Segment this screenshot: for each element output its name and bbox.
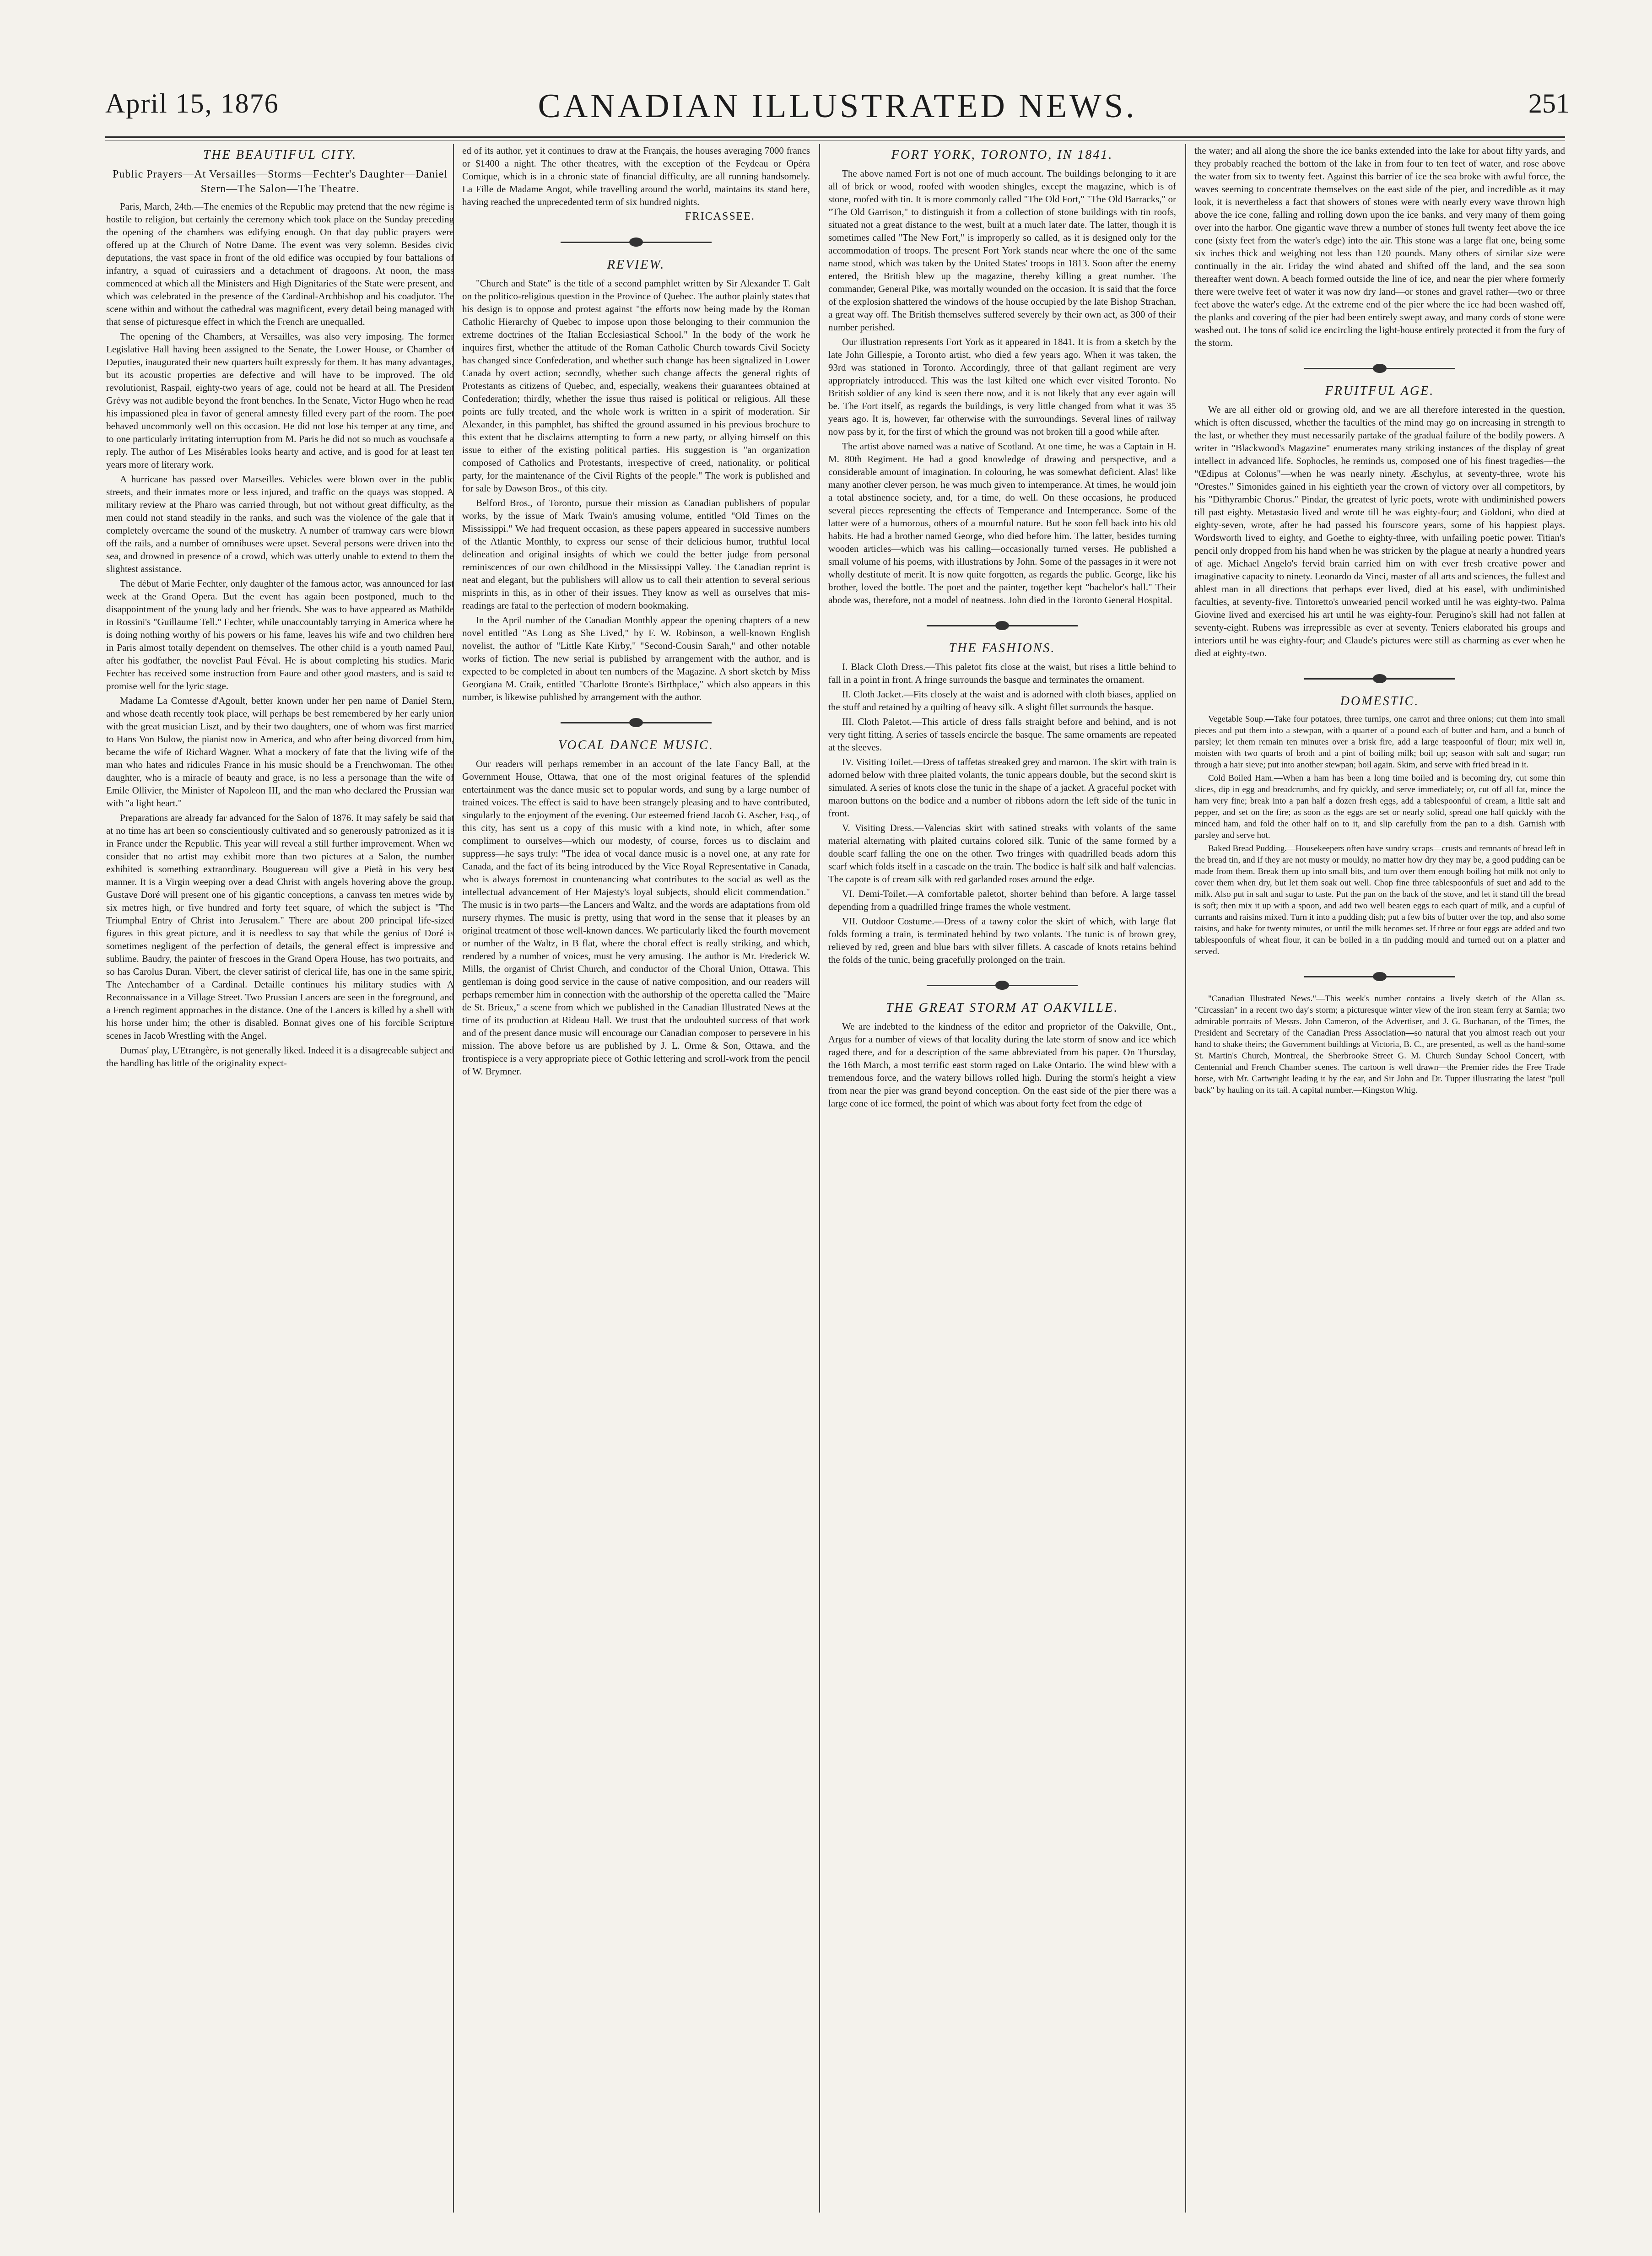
- fashion-item: VII. Outdoor Costume.—Dress of a tawny color the skirt of which, with large flat folds forming a train, is terminated behind by two volants. The tunic is of brown grey, relieved by red, green and blue bars with silver fillets. A cascade of knots retains behind the folds of the tunic, being gracefully prolonged on the train.: [828, 916, 1176, 965]
- article-heading-fashions: THE FASHIONS.: [949, 641, 1056, 655]
- section-ornament: [828, 618, 1176, 631]
- fashion-item: II. Cloth Jacket.—Fits closely at the waist and is adorned with cloth biases, applied on the stuff and retained by a quilting of heavy silk. A slight fillet surrounds the basque.: [828, 689, 1176, 712]
- article-paragraph: The opening of the Chambers, at Versailles, was also very imposing. The former Legislative Hall having been assigned to the Senate, the Lower House, or Chamber of Deputies, inaugurated their new quarters built expressly for them. It has many advantages, but its acoustic properties are defective and will have to be improved. The old revolutionist, Raspail, eighty-two years of age, could not be heard at all. The President Grévy was not audible beyond the front benches. In the Senate, Victor Hugo when he read his impassioned plea in favor of general amnesty filled every part of the room. The poet behaved uncommonly well on this occasion. He did not lose his temper at any time, and to one particularly irritating interruption from M. Paris he did not so much as vouchsafe a reply. The author of Les Misérables looks hearty and active, and is good for at least ten years more of literary work.: [106, 331, 454, 470]
- fashion-item: III. Cloth Paletot.—This article of dress falls straight before and behind, and is not very tight fitting. A series of tassels encircle the basque. The same ornaments are repeated at the sleeves.: [828, 716, 1176, 753]
- column-1: [106, 144, 454, 2226]
- fashion-item: VI. Demi-Toilet.—A comfortable paletot, shorter behind than before. A large tassel depending from a quadrilled fringe frames the whole vestment.: [828, 888, 1176, 912]
- author-signature: FRICASSEE.: [685, 210, 755, 222]
- article-paragraph: Dumas' play, L'Etrangère, is not generally liked. Indeed it is a disagreeable subject and the handling has little of the originality expect-: [106, 1045, 454, 1069]
- article-heading-domestic: DOMESTIC.: [1340, 694, 1420, 708]
- article-heading-vocal-dance-music: VOCAL DANCE MUSIC.: [558, 738, 714, 752]
- column-divider: [819, 144, 820, 2213]
- section-ornament: [462, 715, 810, 728]
- column-2: [462, 144, 810, 2226]
- article-paragraph: In the April number of the Canadian Monthly appear the opening chapters of a new novel entitled "As Long as She Lived," by F. W. Robinson, a well-known English novelist, the author of "Little Kate Kirby," "Second-Cousin Sarah," and other notable works of fiction. The new serial is published by arrangement with the author, and is expected to be completed in about ten numbers of the Magazine. A short sketch by Miss Georgiana M. Craik, entitled "Charlotte Bronte's Birthplace," which also appears in this number, is likewise published by arrangement with the author.: [462, 615, 810, 702]
- page-number: 251: [1528, 88, 1570, 119]
- article-paragraph: We are indebted to the kindness of the editor and proprietor of the Oakville, Ont., Argus for a number of views of that locality during the late storm of snow and ice which raged there, and for a description of the same abbreviated from his paper. On Thursday, the 16th March, a most terrific east storm raged on Lake Ontario. The wind blew with a tremendous force, and the watery billows rolled high. During the storm's height a view from near the pier was grand beyond conception. On the east side of the pier there was a large cone of ice formed, the point of which was about forty feet from the edge of: [828, 1021, 1176, 1109]
- article-paragraph: We are all either old or growing old, and we are all therefore interested in the question, which is often discussed, whether the faculties of the mind may go on increasing in strength to the last, or whether they must necessarily partake of the gradual failure of the bodily powers. A writer in "Blackwood's Magazine" enumerates many striking instances of the display of great intellect in advanced life. Sophocles, he reminds us, composed one of his finest tragedies—the "Œdipus at Colonus"—when he was nearly ninety. Æschylus, at seventy-three, wrote his "Orestes." Simonides gained in his eightieth year the crown of victory over all competitors, by his "Dithyrambic Chorus." Pindar, the greatest of lyric poets, wrote with undiminished powers till past eighty. Metastasio lived and wrote till he was eighty-four; and Goldoni, who died at eighty-seven, wrote, after he had passed his fourscore years, some of his happiest plays. Wordsworth lived to eighty, and Goethe to eighty-three, with unfailing poetic power. Titian's pencil only dropped from his hand when he was stricken by the plague at nearly a hundred years of age. Michael Angelo's fervid brain carried him on with ever fresh creative power and imaginative capacity to ninety. Leonardo da Vinci, master of all arts and sciences, the fullest and ablest man in all directions that perhaps ever lived, died at his easel, with undiminished faculties, at seventy-five. Tintoretto's unwearied pencil worked until he was eighty-two. Palma Giovine lived and exercised his art until he was eighty-four. Perugino's skill had not fallen at seventy-eight. Rubens was irrepressible as ever at seventy. Teniers elaborated his groups and interiors until he was eighty-four; and Claude's pictures were still as charming as ever when he died at eighty-two.: [1194, 404, 1565, 658]
- article-paragraph: Our readers will perhaps remember in an account of the late Fancy Ball, at the Government House, Ottawa, that one of the most original features of the splendid entertainment was the dance music set to popular words, and sung by a large number of trained voices. The effect is said to have been strangely pleasing and to have contributed, singularly to the enjoyment of the evening. Our esteemed friend Jacob G. Ascher, Esq., of this city, has sent us a copy of this music with a kind note, in which, after some compliment to ourselves—which our modesty, of course, forces us to disclaim and suppress—he says truly: "The idea of vocal dance music is a novel one, at any rate for Canada, and the fact of its being introduced by the Vice Royal Representative in Canada, who is always foremost in countenancing what contributes to the social as well as the intellectual advancement of Her Majesty's loyal subjects, should elicit commendation." The music is in two parts—the Lancers and Waltz, and the words are adaptations from old nursery rhymes. The music is pretty, using that word in the sense that it pleases by an original treatment of those well-known dances. We particularly liked the fourth movement or number of the Waltz, in B flat, where the choral effect is really striking, and which, rendered by a number of voices, must be very amusing. The author is Mr. Frederick W. Mills, the organist of Christ Church, and conductor of the Choral Union, Ottawa. This gentleman is doing good service in the cause of native composition, and our readers will perhaps remember him in connection with the authorship of the operetta called the "Maire de St. Brieux," a scene from which we published in the Canadian Illustrated News at the time of its production at Rideau Hall. We trust that the undoubted success of that work and of the present dance music will encourage our Canadian composer to persevere in his mission. The above before us are published by J. L. Orme & Son, Ottawa, and the frontispiece is a very appropriate piece of Gothic lettering and scroll-work from the pencil of W. Brymner.: [462, 758, 810, 1077]
- section-ornament: [1194, 671, 1565, 684]
- article-paragraph: The above named Fort is not one of much account. The buildings belonging to it are all of brick or wood, roofed with wooden shingles, except the magazine, which is of stone, roofed with tin. It is more commonly called "The Old Fort," "The Old Barracks," or "The Old Garrison," to distinguish it from a collection of stone buildings with tin roofs, situated not a great distance to the west, built at a much later date. The latter, though it is sometimes called "The New Fort," is improperly so called, as it is designed only for the accommodation of troops. The present Fort York stands near where the one of the same name stood, which was taken by the United States' troops in 1813. Soon after the enemy entered, the British blew up the magazine, thereby killing a great number. The commander, General Pike, was mortally wounded on the occasion. It is said that the force of the explosion shattered the windows of the house occupied by the late Bishop Strachan, a great way off. The British themselves suffered severely by their own act, as 300 of their number perished.: [828, 168, 1176, 333]
- section-ornament: [1194, 969, 1565, 982]
- article-heading-review: REVIEW.: [607, 258, 665, 272]
- article-heading-great-storm: THE GREAT STORM AT OAKVILLE.: [885, 1001, 1119, 1015]
- recipe-paragraph: Cold Boiled Ham.—When a ham has been a long time boiled and is becoming dry, cut some thin slices, dip in egg and breadcrumbs, and fry quickly, and serve immediately; or, cut off all fat, mince the ham very fine; break into a pan half a dozen fresh eggs, add a tablespoonful of cream, a little salt and pepper, and set on the fire; as soon as the eggs are set or nearly solid, spread one half quickly with the minced ham, and fold the other half on to it, and slip carefully from the pan to a dish. Garnish with parsley and serve hot.: [1194, 773, 1565, 840]
- article-heading-fruitful-age: FRUITFUL AGE.: [1325, 384, 1435, 398]
- masthead-title: CANADIAN ILLUSTRATED NEWS.: [538, 87, 1137, 125]
- article-heading-fort-york: FORT YORK, TORONTO, IN 1841.: [891, 148, 1113, 162]
- column-3: [828, 144, 1176, 2226]
- recipe-paragraph: Vegetable Soup.—Take four potatoes, three turnips, one carrot and three onions; cut them into small pieces and put them into a stewpan, with a quarter of a pound each of butter and ham, and a bunch of parsley; let them remain ten minutes over a brisk fire, add a large teaspoonful of flour; mix well in, moisten with two quarts of broth and a pint of boiling milk; boil up; season with salt and sugar; run through a hair sieve; put into another stewpan; boil again. Skim, and serve with fried bread in it.: [1194, 714, 1565, 770]
- article-paragraph: Belford Bros., of Toronto, pursue their mission as Canadian publishers of popular works, by the issue of Mark Twain's amusing volume, entitled "Old Times on the Mississippi." We had frequent occasion, as these papers appeared in successive numbers of the Atlantic Monthly, to express our sense of their delicious humor, truthful local delineation and original insights of which we could the better judge from personal reminiscences of our own childhood in the Mississippi Valley. The Canadian reprint is neat and elegant, but the publishers will allow us to call their attention to several serious misprints in this, as in other of their issues. They know as well as ourselves that mis-readings are fatal to the perfection of modern bookmaking.: [462, 497, 810, 611]
- article-paragraph: the water; and all along the shore the ice banks extended into the lake for about fifty yards, and they probably reached the bottom of the lake in from four to ten feet of water, and rose above the water from six to twenty feet. Against this barrier of ice the sea broke with awful force, the waves seeming to concentrate themselves on the east side of the pier, and incredible as it may look, it is nevertheless a fact that showers of stones were with nearly every wave thrown high above the ice cone, falling and rolling down upon the ice banks, and very many of them going over into the harbor. One gigantic wave threw a number of stones full twenty feet above the ice cone (sixty feet from the water's edge) into the air. This stone was a large flat one, being some six inches thick and weighing not less than 120 pounds. Many others of similar size were continually in the air. Friday the wind abated and shifted off the land, and the sea soon thereafter went down. A beach formed outside the line of ice, and near the pier where formerly there were twelve feet of water it was now dry land—or stones and gravel rather—two or three feet above the water's edge. At the extreme end of the pier where the ice had been washed off, the planks and covering of the pier had been entirely swept away, and many cords of stone were washed out. The tons of solid ice encircling the light-house entirely protected it from the fury of the storm.: [1194, 145, 1565, 348]
- article-paragraph: The début of Marie Fechter, only daughter of the famous actor, was announced for last week at the Grand Opera. But the event has again been postponed, much to the disappointment of the young lady and her friends. She was to have appeared as Mathilde in Rossini's "Guillaume Tell." Fechter, while unaccountably tarrying in America where he is doing nothing worthy of his powers or his fame, leaves his wife and two children here in Paris almost totally dependent on themselves. The other child is a youth named Paul, after his godfather, the novelist Paul Féval. He is about completing his studies. Marie Fechter has received some instruction from Faure and other good masters, and is said to promise well for the lyric stage.: [106, 578, 454, 691]
- article-paragraph: Preparations are already far advanced for the Salon of 1876. It may safely be said that at no time has art been so conscientiously cultivated and so generously patronized as it is in France under the Republic. This year will reveal a still further improvement. When we consider that no artist may exhibit more than two pictures at a Salon, the number exhibited is something extraordinary. Bouguereau will give a Pietà in his very best manner. It is a Virgin weeping over a dead Christ with angels hovering above the group. Gustave Doré will present one of his gigantic conceptions, a canvass ten metres wide by six metres high, or five hundred and forty feet square, of which the subject is "The Triumphal Entry of Christ into Jerusalem." There are about 200 principal life-sized figures in this great picture, and it is needless to say that while the genius of Doré is sometimes negligent of the perfection of details, the general effect is impressive and sublime. Baudry, the painter of frescoes in the Grand Opera House, has two portraits, and so has Carolus Duran. Vibert, the clever satirist of clerical life, has one in the same spirit, The Antechamber of a Cardinal. Detaille continues his military studies with A Reconnaissance in a Village Street. Two Prussian Lancers are seen in the foreground, and a French regiment approaches in the distance. One of the Lancers is killed by a shell with his horse under him; the other is disabled. Bonnat gives one of his forcible Scripture scenes in Jacob Wrestling with the Angel.: [106, 812, 454, 1041]
- page-header: [105, 82, 1570, 137]
- article-paragraph: Madame La Comtesse d'Agoult, better known under her pen name of Daniel Stern, and whose death recently took place, will perhaps be best remembered by her early union with the great musician Liszt, and by their two daughters, one of whom was first married to Hans Von Bulow, the pianist now in America, and who after being divorced from him, became the wife of Richard Wagner. What a mockery of fate that the living wife of the man who hates and ridicules France in his music should be a Frenchwoman. The other daughter, who is a miracle of beauty and grace, is no less a personage than the wife of Emile Ollivier, the Minister of Napoleon III, and the man who declared the Prussian war with "a light heart.": [106, 695, 454, 809]
- section-ornament: [462, 235, 810, 248]
- article-paragraph: Our illustration represents Fort York as it appeared in 1841. It is from a sketch by the late John Gillespie, a Toronto artist, who died a few years ago. When it was taken, the 93rd was stationed in Toronto. Accordingly, three of that gallant regiment are very appropriately introduced. This was the last kilted one which ever visited Toronto. No British soldier of any kind is seen there now, and it is not likely that any ever again will be. The Fort itself, as regards the buildings, is very little changed from what it was 35 years ago. It is, however, far otherwise with the surroundings. Several lines of railway now pass by it, for the first of which the ground was not broken till a good while after.: [828, 336, 1176, 437]
- column-4: [1194, 144, 1565, 2226]
- article-paragraph: A hurricane has passed over Marseilles. Vehicles were blown over in the public streets, and their inmates more or less injured, and traffic on the quays was stopped. A military review at the Pharo was carried through, but not without great difficulty, as the men could not stand steadily in the ranks, and such was the violence of the gale that it completely overcame the sound of the musketry. A number of tramway cars were blown off the rails, and a number of omnibuses were upset. Several persons were driven into the sea, and drowned in presence of a crowd, which was utterly unable to extend to them the slightest assistance.: [106, 474, 454, 574]
- article-paragraph: Paris, March, 24th.—The enemies of the Republic may pretend that the new régime is hostile to religion, but certainly the ceremony which took place on the Sunday preceding the opening of the chambers was edifying enough. On that day public prayers were offered up at the Church of Notre Dame. The event was very solemn. Besides civic deputations, the vast space in front of the old edifice was occupied by four battalions of infantry, a squad of cuirassiers and a detachment of dragoons. At noon, the mass commenced at which all the Ministers and High Dignitaries of the State were present, and which was celebrated in the presence of the Cardinal-Archbishop and his coadjutor. The scene within and without the cathedral was magnificent, every detail being managed with that sense of picturesque effect in which the French are unequalled.: [106, 201, 454, 327]
- section-ornament: [828, 978, 1176, 991]
- column-divider: [1185, 144, 1186, 2213]
- article-heading-beautiful-city: THE BEAUTIFUL CITY.: [203, 148, 357, 162]
- article-deck: Public Prayers—At Versailles—Storms—Fechter's Daughter—Daniel Stern—The Salon—The Theatre.: [112, 168, 448, 195]
- recipe-paragraph: Baked Bread Pudding.—Housekeepers often have sundry scraps—crusts and remnants of bread left in the bread tin, and if they are not musty or mouldy, no matter how dry they may be, a good pudding can be made from them. Break them up into small bits, and turn over them enough boiling hot milk not only to cover them when dry, but let them soak out well. Chop fine three tablespoonfuls of suet and add to the milk. Also put in salt and sugar to taste. Put the pan on the back of the stove, and let it stand till the bread is soft; then mix it up with a spoon, and add two well beaten eggs to each quart of milk, and a cupful of currants and raisins mixed. Turn it into a pudding dish; put a few bits of butter over the top, and also some raisins, and bake for twenty minutes, or until the milk becomes set. If three or four eggs are added and two tablespoonfuls of wheat flour, it can be boiled in a tin pudding mould and turned out on a platter and served.: [1194, 844, 1565, 956]
- fashion-item: I. Black Cloth Dress.—This paletot fits close at the waist, but rises a little behind to fall in a point in front. A fringe surrounds the basque and terminates the ornament.: [828, 661, 1176, 685]
- header-rule: [105, 136, 1565, 138]
- article-paragraph: ed of its author, yet it continues to draw at the Français, the houses averaging 7000 francs or $1400 a night. The other theatres, with the exception of the Feydeau or Opéra Comique, which is in a chronic state of financial difficulty, are all running handsomely. La Fille de Madame Angot, while travelling around the world, maintains its stand here, having reached the unprecedented term of six hundred nights.: [462, 145, 810, 207]
- press-notice: "Canadian Illustrated News."—This week's number contains a lively sketch of the Allan ss. "Circassian" in a recent two day's storm; a picturesque winter view of the iron steam ferry at Sarnia; two admirable portraits of Messrs. John Cameron, of the Advertiser, and J. G. Buchanan, of the Times, the President and Secretary of the Canadian Press Association—so natural that you almost reach out your hand to shake theirs; the Government buildings at Victoria, B. C., are presented, as well as the hand-some St. Martin's Church, Montreal, the Sherbrooke Street G. M. Church Sunday School Concert, with Centennial and French Chamber scenes. The cartoon is well drawn—the Premier rides the Free Trade horse, with Mr. Cartwright leading it by the ear, and Sir John and Dr. Tupper illustrating the latest "pull back" by hauling on its tail. A capital number.—Kingston Whig.: [1194, 994, 1565, 1095]
- fashion-item: IV. Visiting Toilet.—Dress of taffetas streaked grey and maroon. The skirt with train is adorned below with three plaited volants, the tunic appears double, but the second skirt is simulated. A series of knots close the tunic in the shape of a jacket. A graceful pocket with maroon buttons on the bodice and a number of ribbons adorn the left side of the tunic in front.: [828, 756, 1176, 819]
- issue-date: April 15, 1876: [105, 88, 279, 119]
- fashion-item: V. Visiting Dress.—Valencias skirt with satined streaks with volants of the same material alternating with plaited curtains colored silk. Tunic of the same formed by a double scarf falling the one on the other. Two fringes with quadrilled beads adorn this scarf which folds itself in a cascade on the train. The bodice is half silk and half valencias. The capote is of cream silk with red garlanded roses around the edge.: [828, 822, 1176, 885]
- section-ornament: [1194, 361, 1565, 374]
- article-paragraph: The artist above named was a native of Scotland. At one time, he was a Captain in H. M. 80th Regiment. He had a good knowledge of drawing and perspective, and a considerable amount of imagination. In colouring, he was somewhat deficient. Alas! like many another clever person, he was much given to intemperance. At times, he would join a total abstinence society, and, for a time, do well. On these occasions, he produced several pieces representing the effects of Temperance and Intemperance. Some of the latter were of a humorous, others of a mournful nature. But he soon fell back into his old habits. He had a brother named George, who died before him. The latter, besides turning wooden articles—which was his calling—occasionally turned verses. He published a small volume of his poems, with illustrations by John. Some of the passages in it were not wholly destitute of merit. It is now quite forgotten, as regards the public. George, like his brother, loved the bottle. The poet and the painter, together kept "bachelor's hall." Their abode was, therefore, not a model of neatness. John died in the Toronto General Hospital.: [828, 441, 1176, 605]
- article-paragraph: "Church and State" is the title of a second pamphlet written by Sir Alexander T. Galt on the politico-religious question in the Province of Quebec. The author plainly states that his design is to oppose and protest against "the efforts now being made by the Roman Catholic Hierarchy of Quebec to impose upon those belonging to their communion the extreme doctrines of the Italian Ecclesiastical School." In the body of the work he inquires first, whether the attitude of the Roman Catholic Church towards Civil Society has changed since Confederation, and whether such change has been signalized in Lower Canada by overt action; secondly, whether such change affects the general rights of Protestants as citizens of Quebec, and, especially, weakens their guarantees obtained at Confederation; thirdly, whether the issue thus raised is political or religious. All these points are fully treated, and the whole work is written in a spirit of moderation. Sir Alexander, in this pamphlet, has shifted the ground assumed in his previous brochure to this extent that he disclaims attempting to form a new party, or allying himself on this issue to either of the existing political parties. His suggestion is "an organization composed of Catholics and Protestants, irrespective of creed, nationality, or political party, for the maintenance of the Civil Rights of the people." The work is published and for sale by Dawson Bros., of this city.: [462, 278, 810, 494]
